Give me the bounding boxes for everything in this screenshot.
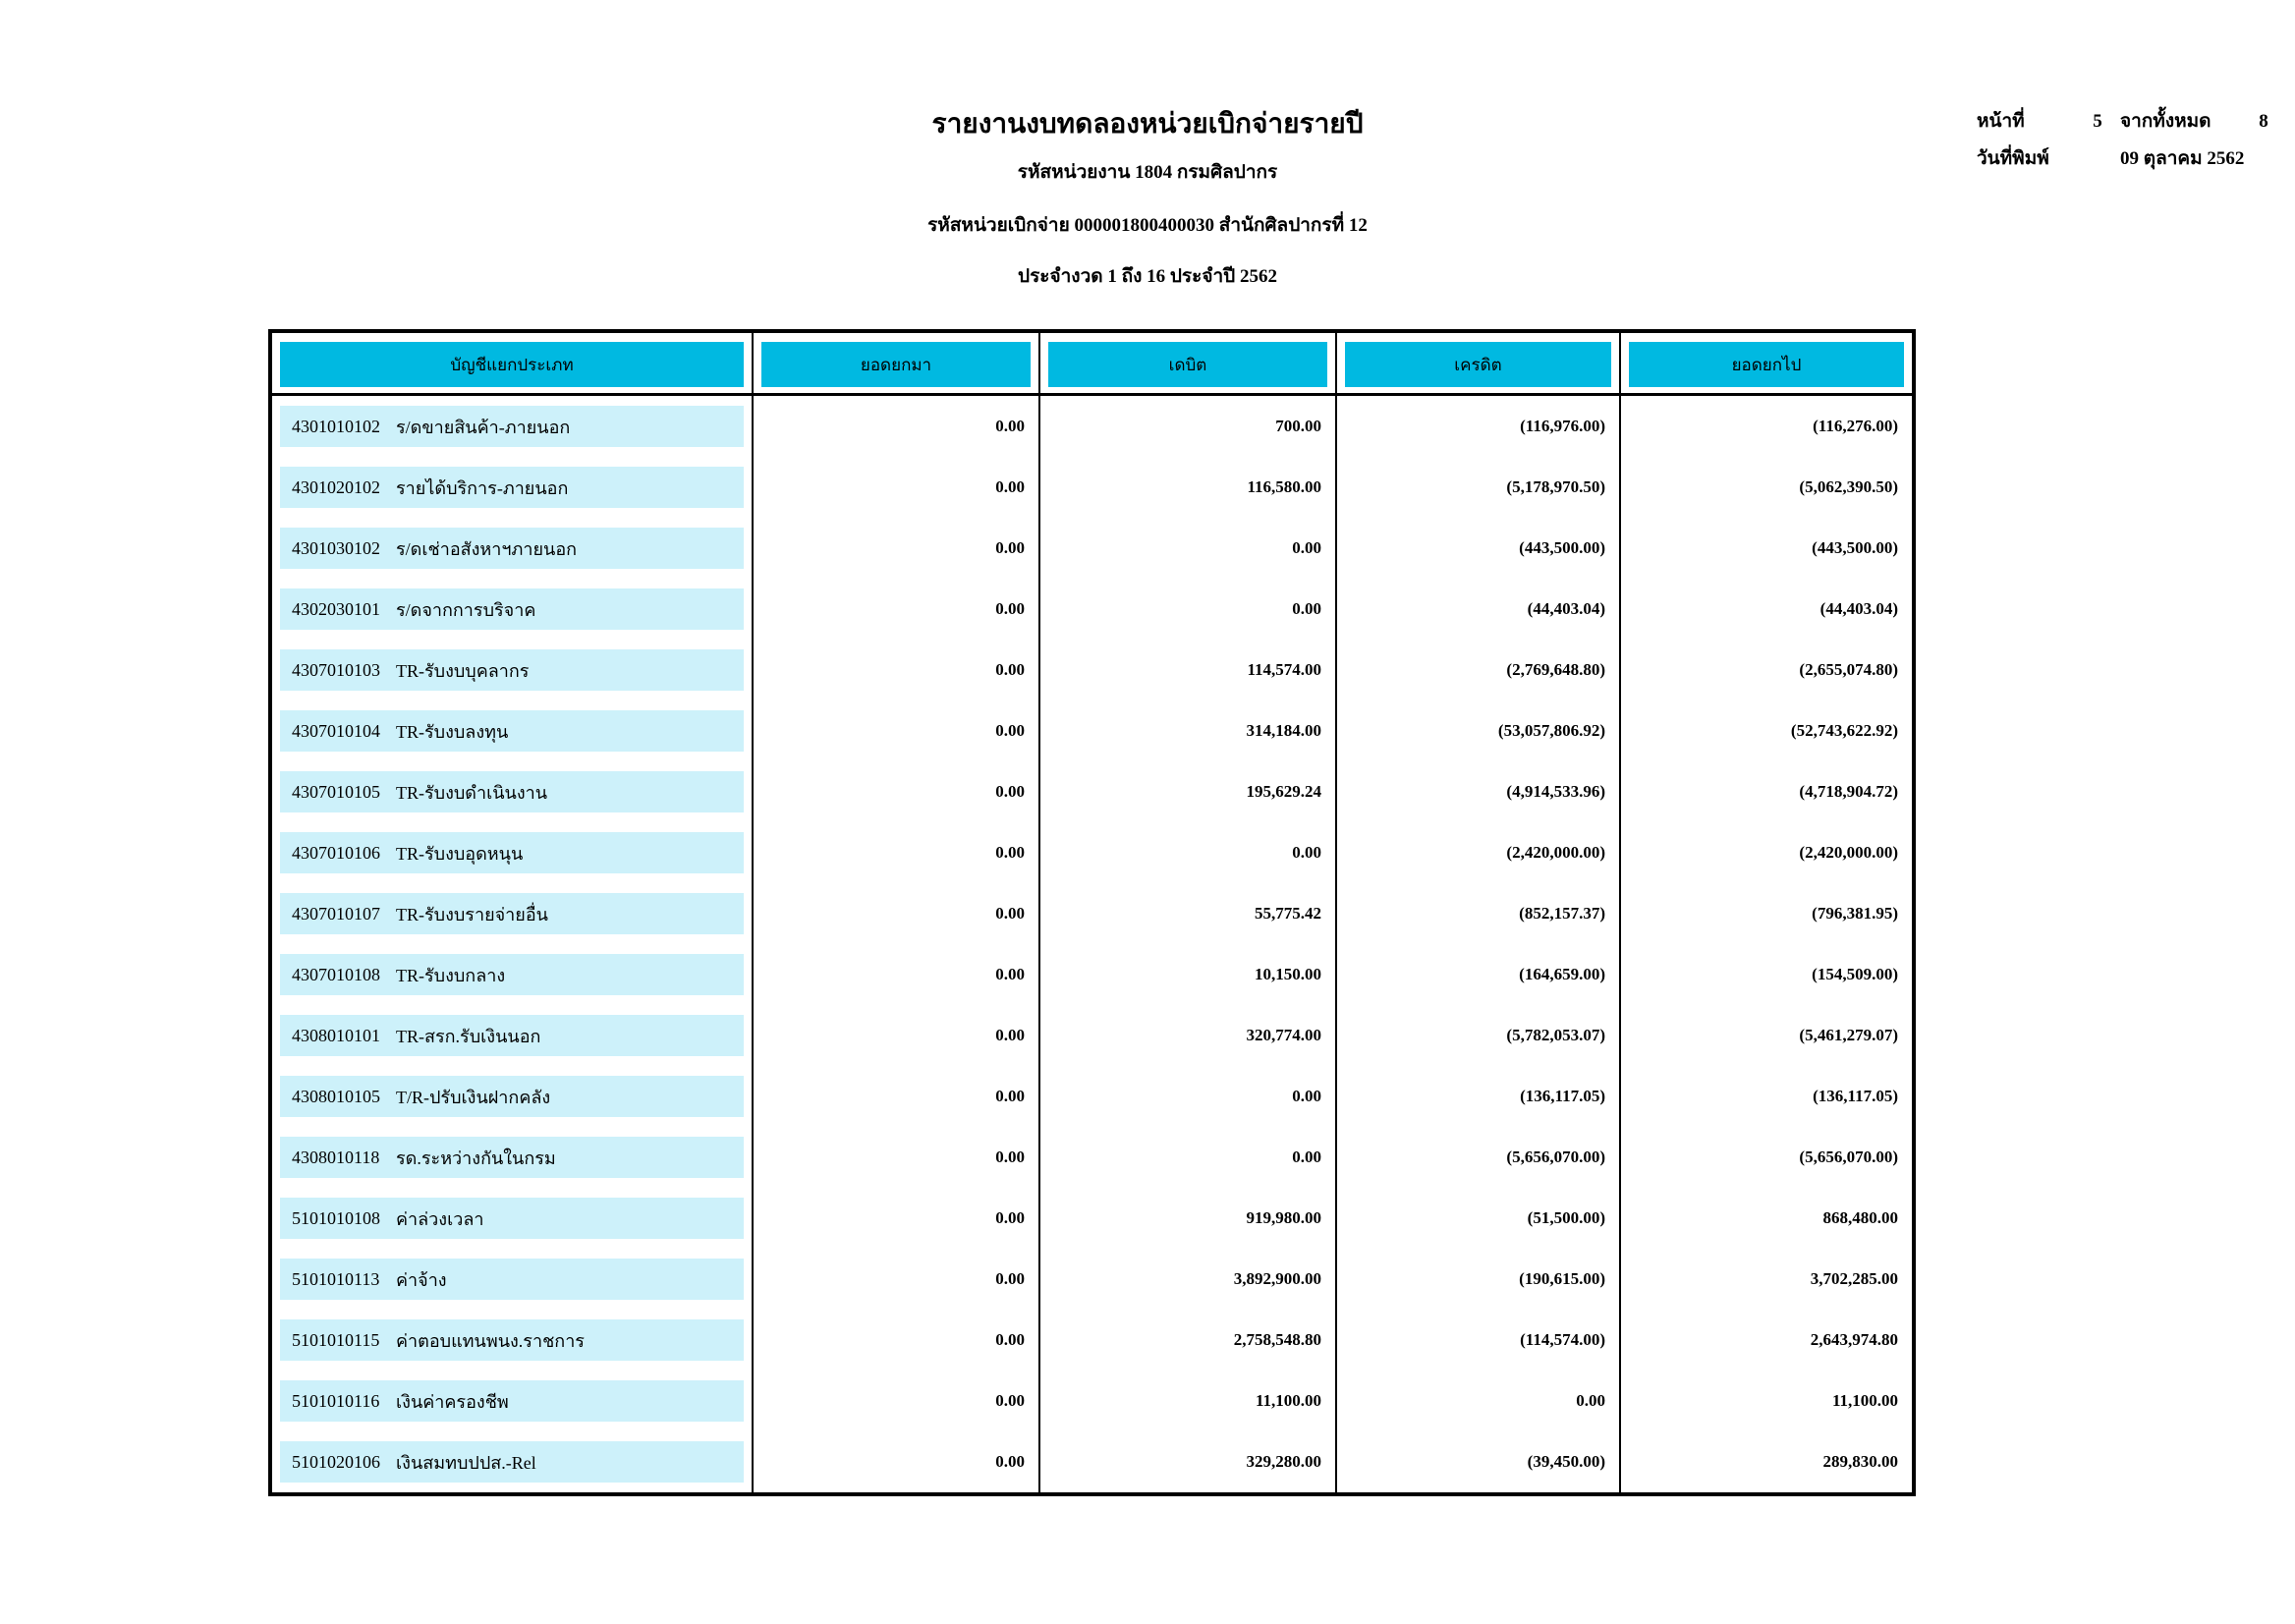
table-row [272, 1371, 1912, 1431]
account-band [280, 1441, 744, 1483]
page-number-line [1977, 106, 2281, 143]
account-band [280, 893, 744, 934]
cell-debit: 329,280.00 [1038, 1431, 1335, 1492]
account-name: ค่าจ้าง [396, 1269, 447, 1290]
cell-balance: (154,509.00) [1619, 944, 1912, 1005]
table-row [272, 579, 1912, 640]
page-meta [1977, 106, 2281, 181]
table-header-row [272, 333, 1912, 396]
total-pages: 8 [2259, 111, 2268, 132]
account-name: ค่าตอบแทนพนง.ราชการ [396, 1330, 585, 1351]
table-row [272, 944, 1912, 1005]
account-code: 4307010106 [292, 842, 380, 863]
page-number: 5 [2093, 111, 2102, 132]
cell-credit: (164,659.00) [1335, 944, 1619, 1005]
account-name: ร/ดขายสินค้า-ภายนอก [396, 417, 571, 437]
account-code: 4301020102 [292, 476, 380, 497]
account-band [280, 588, 744, 630]
account-cell [272, 822, 752, 883]
account-band [280, 1015, 744, 1056]
account-band [280, 1076, 744, 1117]
account-code: 5101020106 [292, 1451, 380, 1472]
header-cell-balance [1619, 333, 1912, 393]
cell-balance: (2,420,000.00) [1619, 822, 1912, 883]
table-row [272, 883, 1912, 944]
cell-credit: (852,157.37) [1335, 883, 1619, 944]
cell-credit: (114,574.00) [1335, 1310, 1619, 1371]
page-label: หน้าที่ [1977, 111, 2025, 132]
account-name: T/R-ปรับเงินฝากคลัง [396, 1087, 551, 1107]
cell-balance: 11,100.00 [1619, 1371, 1912, 1431]
account-band [280, 1319, 744, 1361]
account-cell [272, 761, 752, 822]
cell-carry: 0.00 [752, 944, 1038, 1005]
table-row [272, 1066, 1912, 1127]
account-cell [272, 1127, 752, 1188]
account-name: ค่าล่วงเวลา [396, 1208, 484, 1229]
table-row [272, 1127, 1912, 1188]
cell-carry: 0.00 [752, 883, 1038, 944]
cell-debit: 314,184.00 [1038, 700, 1335, 761]
account-band [280, 406, 744, 447]
account-cell [272, 1066, 752, 1127]
account-code: 4307010105 [292, 781, 380, 802]
cell-carry: 0.00 [752, 518, 1038, 579]
cell-balance: (2,655,074.80) [1619, 640, 1912, 700]
account-name: TR-สรก.รับเงินนอก [396, 1026, 541, 1046]
cell-debit: 320,774.00 [1038, 1005, 1335, 1066]
cell-debit: 195,629.24 [1038, 761, 1335, 822]
cell-balance: (5,656,070.00) [1619, 1127, 1912, 1188]
account-cell [272, 1249, 752, 1310]
account-cell [272, 1188, 752, 1249]
cell-credit: (2,420,000.00) [1335, 822, 1619, 883]
cell-balance: (443,500.00) [1619, 518, 1912, 579]
cell-debit: 3,892,900.00 [1038, 1249, 1335, 1310]
account-code: 4308010118 [292, 1147, 380, 1167]
cell-carry: 0.00 [752, 579, 1038, 640]
cell-balance: 868,480.00 [1619, 1188, 1912, 1249]
cell-carry: 0.00 [752, 457, 1038, 518]
cell-credit: (51,500.00) [1335, 1188, 1619, 1249]
cell-credit: (4,914,533.96) [1335, 761, 1619, 822]
header-cell-debit [1038, 333, 1335, 393]
account-code: 4307010104 [292, 720, 380, 741]
cell-credit: (5,178,970.50) [1335, 457, 1619, 518]
account-band [280, 771, 744, 812]
account-cell [272, 883, 752, 944]
header-cell-carry-forward [752, 333, 1038, 393]
account-code: 4301030102 [292, 537, 380, 558]
account-band [280, 528, 744, 569]
cell-debit: 0.00 [1038, 822, 1335, 883]
cell-credit: (443,500.00) [1335, 518, 1619, 579]
account-cell [272, 640, 752, 700]
total-pages-label: จากทั้งหมด [2120, 111, 2211, 132]
account-name: ร/ดเช่าอสังหาฯภายนอก [396, 538, 578, 559]
trial-balance-table [268, 329, 1916, 1496]
cell-debit: 0.00 [1038, 518, 1335, 579]
table-row [272, 396, 1912, 457]
account-band [280, 649, 744, 691]
table-body [272, 396, 1912, 1492]
cell-debit: 116,580.00 [1038, 457, 1335, 518]
account-band [280, 1380, 744, 1422]
account-code: 5101010113 [292, 1268, 380, 1289]
header-cell-credit [1335, 333, 1619, 393]
cell-debit: 700.00 [1038, 396, 1335, 457]
table-row [272, 700, 1912, 761]
cell-carry: 0.00 [752, 1127, 1038, 1188]
cell-debit: 0.00 [1038, 1066, 1335, 1127]
cell-balance: 289,830.00 [1619, 1431, 1912, 1492]
header-cell-account [272, 333, 752, 393]
account-name: TR-รับงบบุคลากร [396, 660, 530, 681]
cell-credit: (136,117.05) [1335, 1066, 1619, 1127]
cell-balance: (136,117.05) [1619, 1066, 1912, 1127]
cell-carry: 0.00 [752, 822, 1038, 883]
cell-balance: (5,062,390.50) [1619, 457, 1912, 518]
account-code: 4302030101 [292, 598, 380, 619]
account-name: ร/ดจากการบริจาค [396, 599, 536, 620]
account-cell [272, 579, 752, 640]
cell-carry: 0.00 [752, 1005, 1038, 1066]
print-date-line [1977, 143, 2281, 181]
cell-debit: 10,150.00 [1038, 944, 1335, 1005]
account-cell [272, 1310, 752, 1371]
account-code: 4308010101 [292, 1025, 380, 1045]
cell-credit: (190,615.00) [1335, 1249, 1619, 1310]
table-row [272, 1431, 1912, 1492]
account-band [280, 467, 744, 508]
print-date: 09 ตุลาคม 2562 [2120, 148, 2245, 169]
cell-credit: (39,450.00) [1335, 1431, 1619, 1492]
account-name: รายได้บริการ-ภายนอก [396, 477, 569, 498]
account-code: 5101010108 [292, 1207, 380, 1228]
cell-carry: 0.00 [752, 1249, 1038, 1310]
cell-debit: 2,758,548.80 [1038, 1310, 1335, 1371]
disbursement-unit-line: รหัสหน่วยเบิกจ่าย 000001800400030 สำนักศิลปากรที่ 12 [927, 215, 1368, 236]
cell-balance: (5,461,279.07) [1619, 1005, 1912, 1066]
account-name: เงินค่าครองชีพ [396, 1391, 509, 1412]
account-code: 4301010102 [292, 416, 380, 436]
account-cell [272, 457, 752, 518]
header-label-balance: ยอดยกไป [1629, 342, 1904, 387]
cell-debit: 114,574.00 [1038, 640, 1335, 700]
account-code: 4307010107 [292, 903, 380, 924]
cell-debit: 0.00 [1038, 1127, 1335, 1188]
report-title: รายงานงบทดลองหน่วยเบิกจ่ายรายปี [931, 109, 1364, 140]
account-cell [272, 1371, 752, 1431]
table-row [272, 1310, 1912, 1371]
account-name: TR-รับงบรายจ่ายอื่น [396, 904, 548, 924]
table-row [272, 1188, 1912, 1249]
table-row [272, 457, 1912, 518]
cell-carry: 0.00 [752, 1371, 1038, 1431]
account-name: TR-รับงบกลาง [396, 965, 506, 985]
cell-balance: (4,718,904.72) [1619, 761, 1912, 822]
account-code: 5101010116 [292, 1390, 380, 1411]
account-cell [272, 518, 752, 579]
account-band [280, 832, 744, 873]
cell-carry: 0.00 [752, 761, 1038, 822]
cell-credit: (2,769,648.80) [1335, 640, 1619, 700]
account-code: 5101010115 [292, 1329, 380, 1350]
cell-debit: 11,100.00 [1038, 1371, 1335, 1431]
account-code: 4307010103 [292, 659, 380, 680]
account-name: TR-รับงบอุดหนุน [396, 843, 524, 864]
account-cell [272, 700, 752, 761]
cell-balance: 2,643,974.80 [1619, 1310, 1912, 1371]
cell-credit: (116,976.00) [1335, 396, 1619, 457]
table-row [272, 1005, 1912, 1066]
cell-carry: 0.00 [752, 700, 1038, 761]
cell-credit: (44,403.04) [1335, 579, 1619, 640]
table-row [272, 640, 1912, 700]
cell-carry: 0.00 [752, 1431, 1038, 1492]
table-row [272, 518, 1912, 579]
cell-carry: 0.00 [752, 1066, 1038, 1127]
cell-carry: 0.00 [752, 396, 1038, 457]
account-name: TR-รับงบลงทุน [396, 721, 509, 742]
cell-balance: (52,743,622.92) [1619, 700, 1912, 761]
cell-debit: 919,980.00 [1038, 1188, 1335, 1249]
cell-balance: (796,381.95) [1619, 883, 1912, 944]
cell-balance: 3,702,285.00 [1619, 1249, 1912, 1310]
account-band [280, 710, 744, 752]
cell-carry: 0.00 [752, 640, 1038, 700]
account-band [280, 1137, 744, 1178]
print-date-label: วันที่พิมพ์ [1977, 148, 2049, 169]
cell-credit: (5,656,070.00) [1335, 1127, 1619, 1188]
table-row [272, 822, 1912, 883]
cell-carry: 0.00 [752, 1188, 1038, 1249]
cell-balance: (116,276.00) [1619, 396, 1912, 457]
header-label-account: บัญชีแยกประเภท [280, 342, 744, 387]
account-name: TR-รับงบดำเนินงาน [396, 782, 548, 803]
header-label-carry-forward: ยอดยกมา [761, 342, 1031, 387]
header-label-credit: เครดิต [1345, 342, 1611, 387]
account-cell [272, 1005, 752, 1066]
account-code: 4308010105 [292, 1086, 380, 1106]
cell-debit: 0.00 [1038, 579, 1335, 640]
cell-credit: (53,057,806.92) [1335, 700, 1619, 761]
agency-code-line: รหัสหน่วยงาน 1804 กรมศิลปากร [1017, 162, 1278, 183]
account-name: เงินสมทบปปส.-Rel [396, 1452, 536, 1473]
account-band [280, 1259, 744, 1300]
account-cell [272, 396, 752, 457]
account-code: 4307010108 [292, 964, 380, 984]
account-cell [272, 1431, 752, 1492]
header-label-debit: เดบิต [1048, 342, 1327, 387]
account-band [280, 1198, 744, 1239]
account-cell [272, 944, 752, 1005]
cell-balance: (44,403.04) [1619, 579, 1912, 640]
cell-credit: 0.00 [1335, 1371, 1619, 1431]
cell-debit: 55,775.42 [1038, 883, 1335, 944]
account-band [280, 954, 744, 995]
account-name: รด.ระหว่างกันในกรม [396, 1148, 556, 1168]
cell-credit: (5,782,053.07) [1335, 1005, 1619, 1066]
table-row [272, 1249, 1912, 1310]
period-line: ประจำงวด 1 ถึง 16 ประจำปี 2562 [1018, 266, 1277, 287]
cell-carry: 0.00 [752, 1310, 1038, 1371]
table-row [272, 761, 1912, 822]
